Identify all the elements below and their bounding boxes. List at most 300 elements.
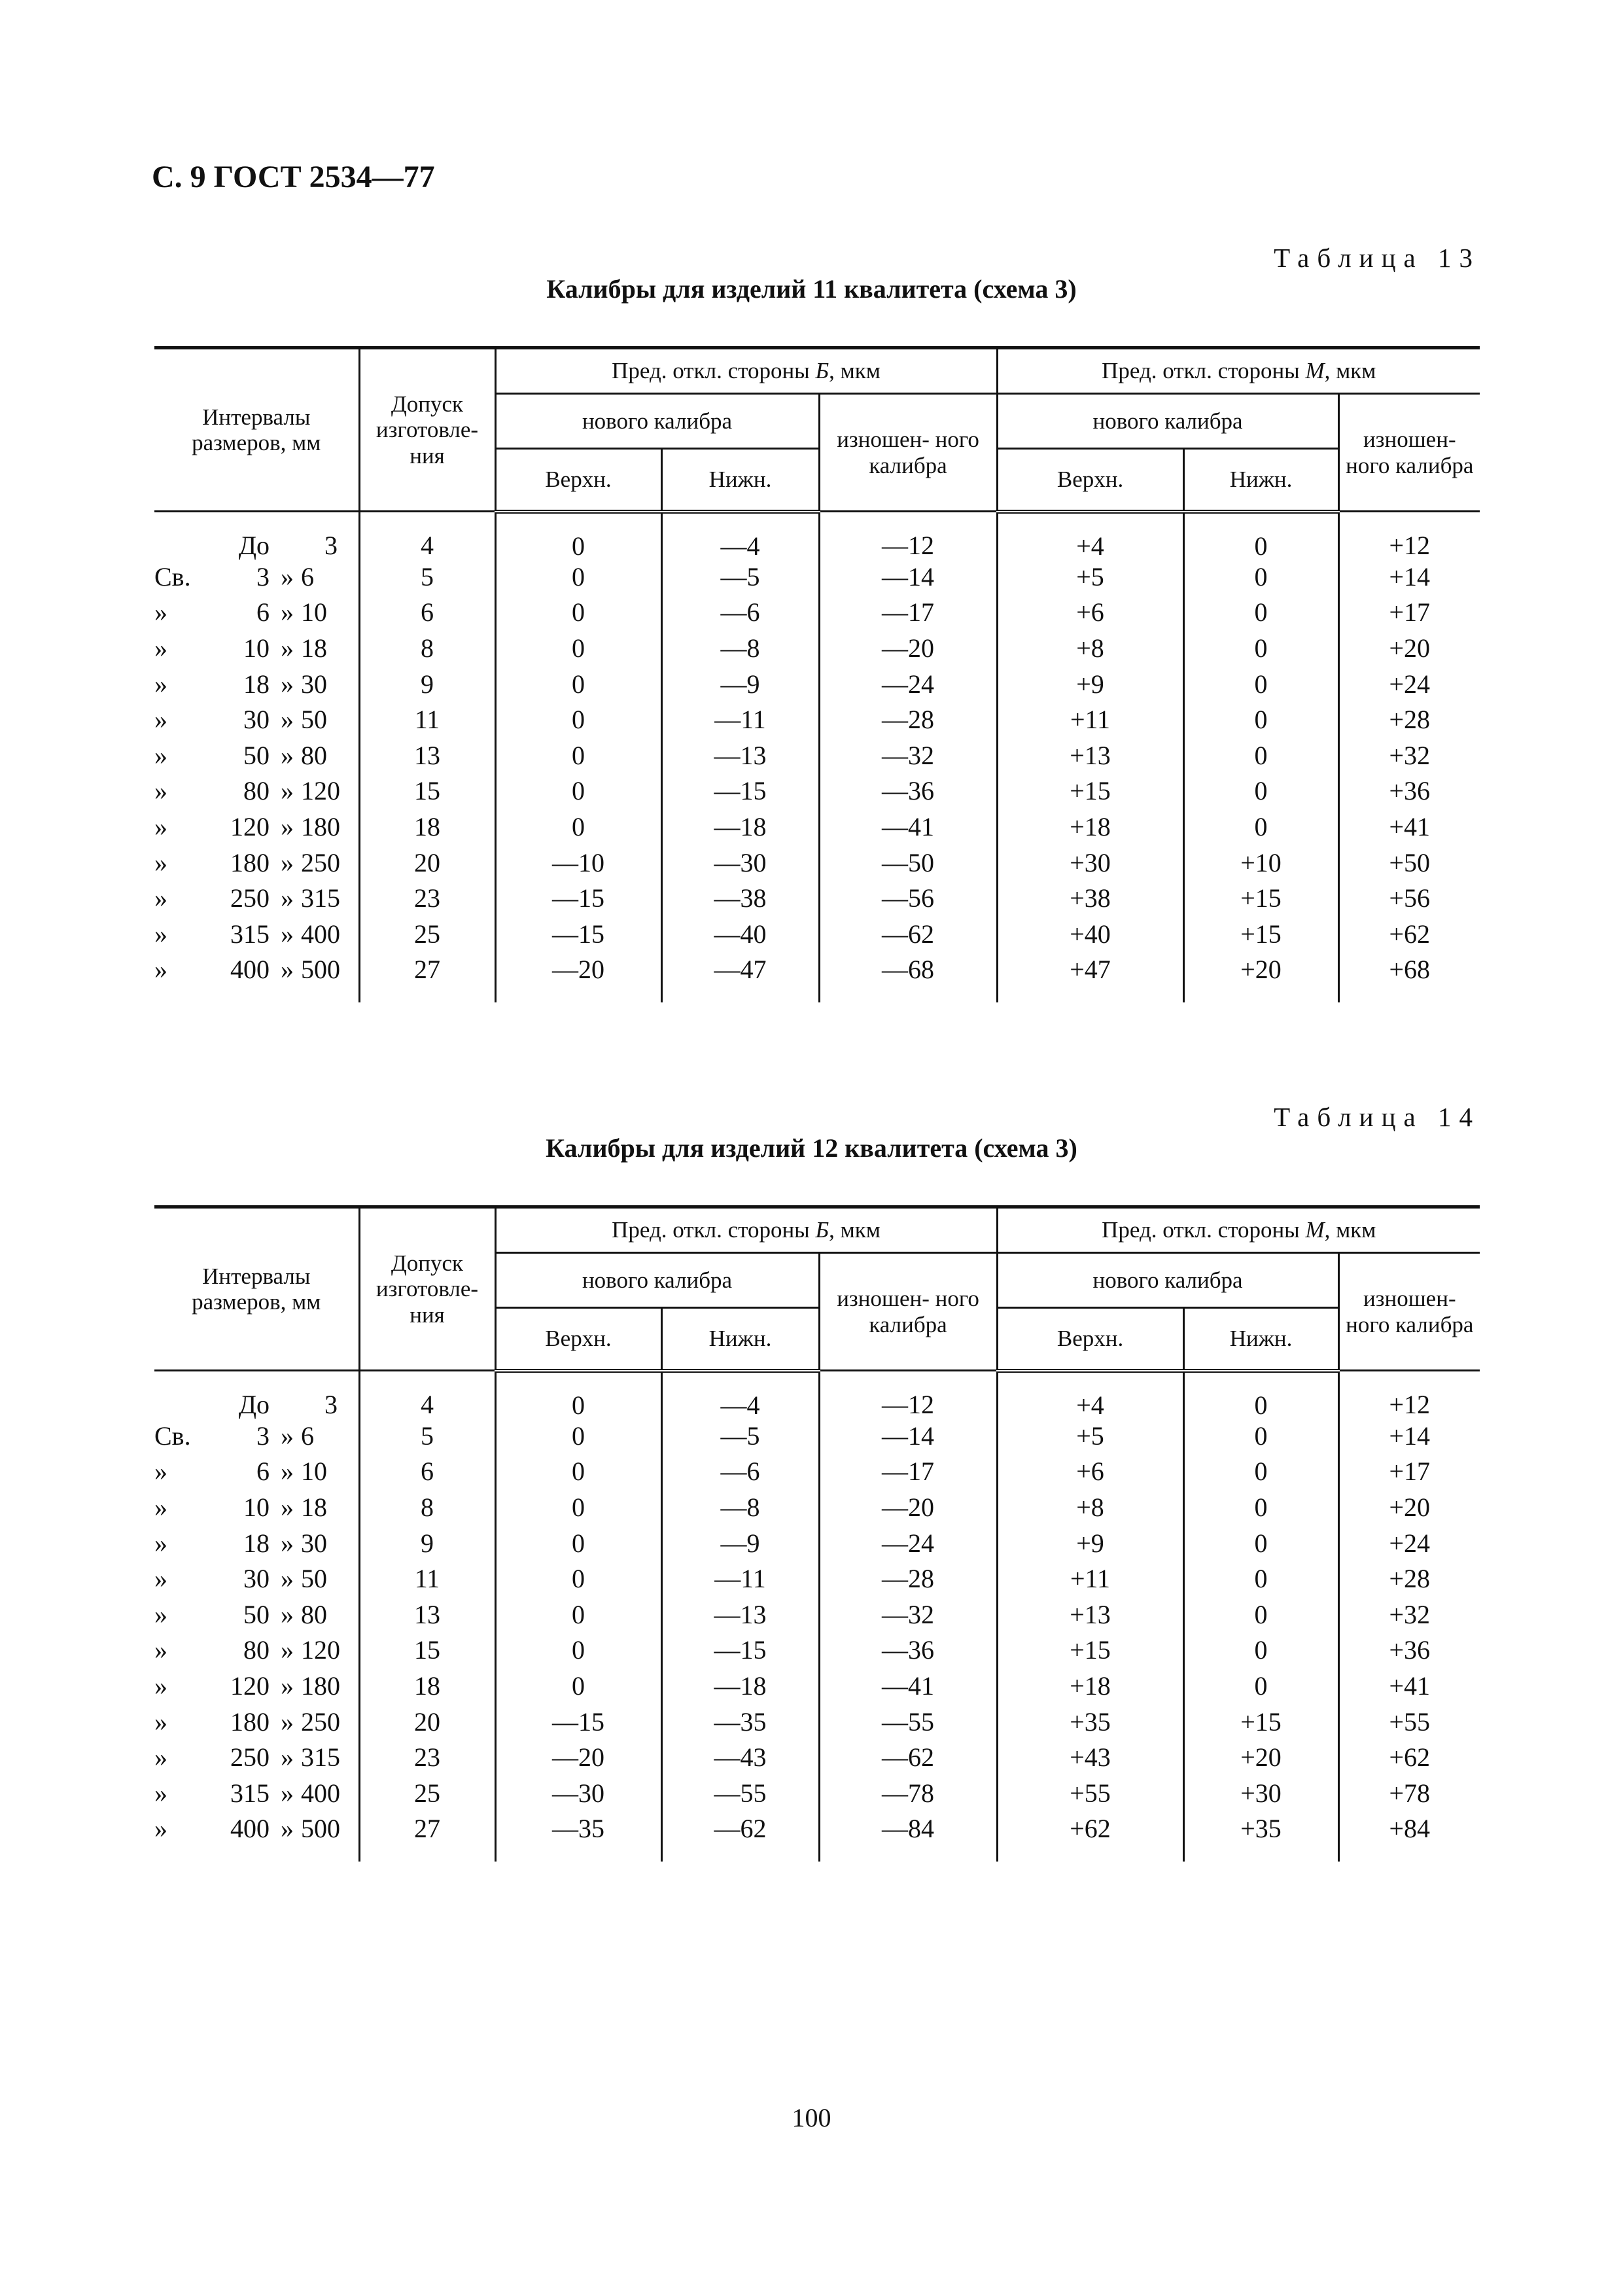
m-upper-cell: +5 bbox=[997, 1419, 1183, 1455]
interval-separator: » bbox=[281, 883, 294, 913]
m-worn-cell: +68 bbox=[1338, 952, 1480, 1002]
interval-prefix: » bbox=[154, 1528, 167, 1558]
interval-separator: » bbox=[281, 955, 294, 985]
m-lower-cell: 0 bbox=[1183, 1669, 1338, 1704]
b-upper-cell: 0 bbox=[495, 737, 661, 773]
m-upper-cell: +13 bbox=[997, 1597, 1183, 1633]
b-worn-cell: —55 bbox=[819, 1704, 997, 1740]
b-lower-cell: —9 bbox=[661, 666, 819, 702]
tolerance-cell: 18 bbox=[359, 809, 495, 845]
b-upper-cell: 0 bbox=[495, 1669, 661, 1704]
m-lower-cell: 0 bbox=[1183, 1633, 1338, 1669]
table-row bbox=[154, 1454, 1480, 1490]
interval-prefix: » bbox=[154, 811, 167, 841]
intervals-header: Интервалы размеров, мм bbox=[154, 1207, 359, 1371]
interval-cell bbox=[154, 952, 359, 1002]
tolerance-cell: 11 bbox=[359, 1561, 495, 1597]
m-worn-cell: +28 bbox=[1338, 1561, 1480, 1597]
b-new-gauge-header: нового калибра bbox=[495, 394, 819, 449]
interval-separator: » bbox=[281, 919, 294, 949]
table-row bbox=[154, 1704, 1480, 1740]
interval-from: 120 bbox=[230, 811, 270, 841]
m-worn-cell: +14 bbox=[1338, 559, 1480, 595]
m-upper-cell: +15 bbox=[997, 1633, 1183, 1669]
m-upper-cell: +35 bbox=[997, 1704, 1183, 1740]
b-upper-cell: —15 bbox=[495, 916, 661, 952]
interval-from: 180 bbox=[230, 847, 270, 877]
tolerance-cell: 27 bbox=[359, 952, 495, 1002]
b-upper-header: Верхн. bbox=[495, 449, 661, 512]
b-worn-cell: —62 bbox=[819, 1740, 997, 1776]
m-worn-cell: +17 bbox=[1338, 1454, 1480, 1490]
m-worn-cell: +28 bbox=[1338, 702, 1480, 738]
interval-to: 315 bbox=[301, 1742, 340, 1773]
b-worn-cell: —56 bbox=[819, 881, 997, 917]
b-worn-gauge-header: изношен- ного калибра bbox=[819, 1253, 997, 1371]
m-lower-cell: 0 bbox=[1183, 512, 1338, 559]
b-worn-cell: —28 bbox=[819, 1561, 997, 1597]
tolerance-cell: 8 bbox=[359, 1490, 495, 1526]
side-b-header: Пред. откл. стороны Б, мкм bbox=[495, 348, 997, 394]
b-upper-cell: 0 bbox=[495, 666, 661, 702]
side-m-header: Пред. откл. стороны М, мкм bbox=[997, 1207, 1480, 1253]
table-row bbox=[154, 1775, 1480, 1811]
interval-separator: » bbox=[281, 597, 294, 627]
b-upper-cell: —15 bbox=[495, 881, 661, 917]
b-upper-header: Верхн. bbox=[495, 1308, 661, 1371]
interval-prefix: » bbox=[154, 1492, 167, 1522]
m-upper-header: Верхн. bbox=[997, 449, 1183, 512]
table-13 bbox=[154, 346, 1480, 1002]
table-row bbox=[154, 952, 1480, 1002]
m-lower-cell: +10 bbox=[1183, 845, 1338, 881]
interval-separator: » bbox=[281, 1599, 294, 1629]
b-lower-cell: —13 bbox=[661, 1597, 819, 1633]
interval-separator: » bbox=[281, 811, 294, 841]
m-upper-cell: +43 bbox=[997, 1740, 1183, 1776]
interval-from: 50 bbox=[243, 740, 270, 770]
interval-prefix: » bbox=[154, 740, 167, 770]
b-worn-cell: —41 bbox=[819, 1669, 997, 1704]
b-worn-cell: —32 bbox=[819, 737, 997, 773]
interval-to: 180 bbox=[301, 811, 340, 841]
interval-prefix: » bbox=[154, 1814, 167, 1844]
table-row bbox=[154, 1561, 1480, 1597]
m-new-gauge-header: нового калибра bbox=[997, 1253, 1338, 1308]
interval-to: 400 bbox=[301, 1778, 340, 1808]
interval-cell bbox=[154, 559, 359, 595]
table-row bbox=[154, 809, 1480, 845]
interval-from: 10 bbox=[243, 633, 270, 663]
b-upper-cell: 0 bbox=[495, 512, 661, 559]
tolerance-cell: 25 bbox=[359, 916, 495, 952]
interval-from: 30 bbox=[243, 1564, 270, 1594]
m-lower-cell: 0 bbox=[1183, 702, 1338, 738]
tolerance-cell: 6 bbox=[359, 1454, 495, 1490]
side-m-header: Пред. откл. стороны М, мкм bbox=[997, 348, 1480, 394]
interval-from: 400 bbox=[230, 1814, 270, 1844]
m-lower-cell: +15 bbox=[1183, 881, 1338, 917]
m-upper-cell: +5 bbox=[997, 559, 1183, 595]
interval-prefix: » bbox=[154, 705, 167, 735]
interval-from: 6 bbox=[256, 597, 270, 627]
m-lower-cell: +20 bbox=[1183, 1740, 1338, 1776]
interval-separator: » bbox=[281, 1670, 294, 1701]
b-worn-cell: —28 bbox=[819, 702, 997, 738]
interval-cell bbox=[154, 845, 359, 881]
b-upper-cell: 0 bbox=[495, 1525, 661, 1561]
table-row bbox=[154, 773, 1480, 809]
interval-separator: » bbox=[281, 847, 294, 877]
interval-cell bbox=[154, 809, 359, 845]
interval-cell bbox=[154, 1371, 359, 1419]
m-worn-cell: +36 bbox=[1338, 773, 1480, 809]
intervals-header: Интервалы размеров, мм bbox=[154, 348, 359, 512]
tolerance-cell: 13 bbox=[359, 1597, 495, 1633]
tolerance-cell: 8 bbox=[359, 631, 495, 667]
interval-prefix: » bbox=[154, 955, 167, 985]
b-upper-cell: 0 bbox=[495, 595, 661, 631]
m-worn-cell: +17 bbox=[1338, 595, 1480, 631]
interval-separator: » bbox=[281, 1814, 294, 1844]
interval-from: 18 bbox=[243, 1528, 270, 1558]
interval-prefix: » bbox=[154, 1599, 167, 1629]
b-lower-cell: —8 bbox=[661, 1490, 819, 1526]
m-upper-cell: +11 bbox=[997, 1561, 1183, 1597]
m-upper-cell: +8 bbox=[997, 631, 1183, 667]
tolerance-cell: 20 bbox=[359, 845, 495, 881]
interval-to: 6 bbox=[301, 1421, 314, 1451]
interval-to: 3 bbox=[324, 1389, 338, 1419]
m-lower-cell: 0 bbox=[1183, 1490, 1338, 1526]
interval-prefix: » bbox=[154, 919, 167, 949]
interval-from: 400 bbox=[230, 955, 270, 985]
interval-from: 120 bbox=[230, 1670, 270, 1701]
interval-from: 3 bbox=[256, 1421, 270, 1451]
b-worn-cell: —68 bbox=[819, 952, 997, 1002]
table-row bbox=[154, 595, 1480, 631]
interval-from: 180 bbox=[230, 1706, 270, 1737]
interval-from: 6 bbox=[256, 1457, 270, 1487]
tolerance-cell: 27 bbox=[359, 1811, 495, 1862]
m-lower-cell: 0 bbox=[1183, 809, 1338, 845]
interval-from: 80 bbox=[243, 1635, 270, 1665]
m-worn-cell: +84 bbox=[1338, 1811, 1480, 1862]
interval-to: 50 bbox=[301, 705, 327, 735]
m-worn-cell: +36 bbox=[1338, 1633, 1480, 1669]
tolerance-header: Допуск изготовле- ния bbox=[359, 1207, 495, 1371]
m-lower-cell: 0 bbox=[1183, 666, 1338, 702]
b-lower-cell: —6 bbox=[661, 1454, 819, 1490]
b-lower-cell: —13 bbox=[661, 737, 819, 773]
m-lower-cell: 0 bbox=[1183, 1525, 1338, 1561]
table-row bbox=[154, 1740, 1480, 1776]
interval-prefix: До bbox=[238, 530, 270, 560]
b-upper-cell: 0 bbox=[495, 631, 661, 667]
b-worn-cell: —17 bbox=[819, 595, 997, 631]
interval-prefix: Св. bbox=[154, 561, 191, 592]
m-upper-cell: +18 bbox=[997, 809, 1183, 845]
tolerance-cell: 11 bbox=[359, 702, 495, 738]
m-worn-gauge-header: изношен- ного калибра bbox=[1338, 1253, 1480, 1371]
m-worn-cell: +14 bbox=[1338, 1419, 1480, 1455]
interval-cell bbox=[154, 1704, 359, 1740]
m-lower-cell: 0 bbox=[1183, 1561, 1338, 1597]
b-lower-cell: —43 bbox=[661, 1740, 819, 1776]
interval-cell bbox=[154, 666, 359, 702]
b-worn-cell: —17 bbox=[819, 1454, 997, 1490]
b-worn-cell: —20 bbox=[819, 631, 997, 667]
table-row bbox=[154, 702, 1480, 738]
b-upper-cell: 0 bbox=[495, 1490, 661, 1526]
interval-prefix: » bbox=[154, 1706, 167, 1737]
tolerance-cell: 4 bbox=[359, 512, 495, 559]
interval-prefix: » bbox=[154, 883, 167, 913]
interval-prefix: » bbox=[154, 1457, 167, 1487]
page-header: С. 9 ГОСТ 2534—77 bbox=[152, 160, 435, 194]
side-b-header: Пред. откл. стороны Б, мкм bbox=[495, 1207, 997, 1253]
interval-to: 400 bbox=[301, 919, 340, 949]
b-new-gauge-header: нового калибра bbox=[495, 1253, 819, 1308]
interval-to: 80 bbox=[301, 740, 327, 770]
m-lower-header: Нижн. bbox=[1183, 449, 1338, 512]
page-number: 100 bbox=[792, 2103, 831, 2132]
m-worn-cell: +41 bbox=[1338, 809, 1480, 845]
m-lower-cell: 0 bbox=[1183, 631, 1338, 667]
interval-cell bbox=[154, 773, 359, 809]
m-upper-cell: +15 bbox=[997, 773, 1183, 809]
table-row bbox=[154, 1490, 1480, 1526]
b-worn-cell: —14 bbox=[819, 559, 997, 595]
interval-to: 18 bbox=[301, 1492, 327, 1522]
interval-cell bbox=[154, 1811, 359, 1862]
interval-from: 50 bbox=[243, 1599, 270, 1629]
m-worn-cell: +62 bbox=[1338, 1740, 1480, 1776]
interval-cell bbox=[154, 1525, 359, 1561]
interval-to: 250 bbox=[301, 1706, 340, 1737]
m-worn-cell: +50 bbox=[1338, 845, 1480, 881]
table-row bbox=[154, 512, 1480, 559]
interval-from: 315 bbox=[230, 919, 270, 949]
m-upper-cell: +40 bbox=[997, 916, 1183, 952]
table-row bbox=[154, 666, 1480, 702]
tolerance-cell: 20 bbox=[359, 1704, 495, 1740]
interval-cell bbox=[154, 631, 359, 667]
table-13-title: Калибры для изделий 11 квалитета (схема 3) bbox=[546, 274, 1077, 304]
b-lower-cell: —18 bbox=[661, 809, 819, 845]
m-upper-cell: +11 bbox=[997, 702, 1183, 738]
m-lower-header: Нижн. bbox=[1183, 1308, 1338, 1371]
b-worn-cell: —20 bbox=[819, 1490, 997, 1526]
interval-separator: » bbox=[281, 669, 294, 699]
m-worn-gauge-header: изношен- ного калибра bbox=[1338, 394, 1480, 512]
b-worn-cell: —84 bbox=[819, 1811, 997, 1862]
b-upper-cell: 0 bbox=[495, 1597, 661, 1633]
b-lower-cell: —35 bbox=[661, 1704, 819, 1740]
m-upper-cell: +62 bbox=[997, 1811, 1183, 1862]
m-lower-cell: 0 bbox=[1183, 559, 1338, 595]
table-14-title: Калибры для изделий 12 квалитета (схема 3) bbox=[546, 1133, 1077, 1163]
b-lower-header: Нижн. bbox=[661, 1308, 819, 1371]
b-lower-cell: —30 bbox=[661, 845, 819, 881]
m-lower-cell: 0 bbox=[1183, 1454, 1338, 1490]
b-lower-cell: —11 bbox=[661, 702, 819, 738]
b-upper-cell: 0 bbox=[495, 809, 661, 845]
interval-from: 18 bbox=[243, 669, 270, 699]
interval-separator: » bbox=[281, 776, 294, 806]
interval-separator: » bbox=[281, 1706, 294, 1737]
b-upper-cell: 0 bbox=[495, 1371, 661, 1419]
interval-separator: » bbox=[281, 1457, 294, 1487]
interval-cell bbox=[154, 916, 359, 952]
b-worn-cell: —62 bbox=[819, 916, 997, 952]
m-upper-cell: +18 bbox=[997, 1669, 1183, 1704]
interval-to: 315 bbox=[301, 883, 340, 913]
interval-separator: » bbox=[281, 1492, 294, 1522]
m-lower-cell: 0 bbox=[1183, 1597, 1338, 1633]
interval-from: 30 bbox=[243, 705, 270, 735]
b-upper-cell: —20 bbox=[495, 952, 661, 1002]
m-worn-cell: +62 bbox=[1338, 916, 1480, 952]
b-lower-cell: —8 bbox=[661, 631, 819, 667]
tolerance-header: Допуск изготовле- ния bbox=[359, 348, 495, 512]
m-worn-cell: +24 bbox=[1338, 666, 1480, 702]
b-upper-cell: 0 bbox=[495, 1454, 661, 1490]
m-upper-cell: +47 bbox=[997, 952, 1183, 1002]
table-row bbox=[154, 1633, 1480, 1669]
b-worn-cell: —14 bbox=[819, 1419, 997, 1455]
m-worn-cell: +55 bbox=[1338, 1704, 1480, 1740]
b-worn-cell: —36 bbox=[819, 773, 997, 809]
interval-prefix: » bbox=[154, 633, 167, 663]
m-worn-cell: +32 bbox=[1338, 1597, 1480, 1633]
b-lower-cell: —6 bbox=[661, 595, 819, 631]
table-row bbox=[154, 631, 1480, 667]
tolerance-cell: 23 bbox=[359, 1740, 495, 1776]
b-lower-cell: —15 bbox=[661, 1633, 819, 1669]
tolerance-cell: 4 bbox=[359, 1371, 495, 1419]
m-lower-cell: +15 bbox=[1183, 1704, 1338, 1740]
m-worn-cell: +20 bbox=[1338, 631, 1480, 667]
table-14-label: Таблица 14 bbox=[1274, 1102, 1480, 1132]
tolerance-cell: 6 bbox=[359, 595, 495, 631]
interval-separator: » bbox=[281, 1635, 294, 1665]
interval-cell bbox=[154, 512, 359, 559]
interval-to: 30 bbox=[301, 669, 327, 699]
b-lower-cell: —40 bbox=[661, 916, 819, 952]
table-row bbox=[154, 1597, 1480, 1633]
m-upper-cell: +4 bbox=[997, 1371, 1183, 1419]
tolerance-cell: 13 bbox=[359, 737, 495, 773]
interval-to: 120 bbox=[301, 1635, 340, 1665]
b-upper-cell: 0 bbox=[495, 702, 661, 738]
tolerance-cell: 9 bbox=[359, 1525, 495, 1561]
m-upper-cell: +55 bbox=[997, 1775, 1183, 1811]
interval-prefix: » bbox=[154, 597, 167, 627]
interval-to: 50 bbox=[301, 1564, 327, 1594]
interval-to: 30 bbox=[301, 1528, 327, 1558]
b-lower-cell: —15 bbox=[661, 773, 819, 809]
m-lower-cell: 0 bbox=[1183, 737, 1338, 773]
m-lower-cell: +20 bbox=[1183, 952, 1338, 1002]
interval-cell bbox=[154, 881, 359, 917]
m-upper-cell: +13 bbox=[997, 737, 1183, 773]
tolerance-cell: 25 bbox=[359, 1775, 495, 1811]
m-upper-cell: +30 bbox=[997, 845, 1183, 881]
m-lower-cell: 0 bbox=[1183, 1371, 1338, 1419]
interval-to: 500 bbox=[301, 1814, 340, 1844]
interval-cell bbox=[154, 702, 359, 738]
b-worn-gauge-header: изношен- ного калибра bbox=[819, 394, 997, 512]
m-lower-cell: +15 bbox=[1183, 916, 1338, 952]
m-worn-cell: +41 bbox=[1338, 1669, 1480, 1704]
interval-to: 10 bbox=[301, 597, 327, 627]
interval-cell bbox=[154, 1454, 359, 1490]
table-row bbox=[154, 1525, 1480, 1561]
interval-to: 500 bbox=[301, 955, 340, 985]
b-upper-cell: 0 bbox=[495, 1633, 661, 1669]
interval-separator: » bbox=[281, 1778, 294, 1808]
table-row bbox=[154, 845, 1480, 881]
interval-to: 180 bbox=[301, 1670, 340, 1701]
b-upper-cell: —30 bbox=[495, 1775, 661, 1811]
m-upper-cell: +9 bbox=[997, 666, 1183, 702]
m-worn-cell: +32 bbox=[1338, 737, 1480, 773]
interval-from: 315 bbox=[230, 1778, 270, 1808]
m-worn-cell: +56 bbox=[1338, 881, 1480, 917]
m-upper-cell: +8 bbox=[997, 1490, 1183, 1526]
interval-from: 10 bbox=[243, 1492, 270, 1522]
interval-prefix: » bbox=[154, 1778, 167, 1808]
interval-prefix: » bbox=[154, 1564, 167, 1594]
m-worn-cell: +12 bbox=[1338, 1371, 1480, 1419]
tolerance-cell: 15 bbox=[359, 773, 495, 809]
tolerance-cell: 5 bbox=[359, 1419, 495, 1455]
interval-to: 10 bbox=[301, 1457, 327, 1487]
b-lower-cell: —11 bbox=[661, 1561, 819, 1597]
interval-from: 250 bbox=[230, 883, 270, 913]
interval-prefix: До bbox=[238, 1389, 270, 1419]
m-worn-cell: +20 bbox=[1338, 1490, 1480, 1526]
interval-separator: » bbox=[281, 1421, 294, 1451]
b-worn-cell: —78 bbox=[819, 1775, 997, 1811]
interval-separator: » bbox=[281, 1564, 294, 1594]
table-row bbox=[154, 1811, 1480, 1862]
table-14 bbox=[154, 1205, 1480, 1862]
table-row bbox=[154, 559, 1480, 595]
m-lower-cell: +30 bbox=[1183, 1775, 1338, 1811]
tolerance-cell: 18 bbox=[359, 1669, 495, 1704]
interval-prefix: Св. bbox=[154, 1421, 191, 1451]
table-row bbox=[154, 1669, 1480, 1704]
interval-cell bbox=[154, 1633, 359, 1669]
b-worn-cell: —36 bbox=[819, 1633, 997, 1669]
tolerance-cell: 23 bbox=[359, 881, 495, 917]
interval-to: 3 bbox=[324, 530, 338, 560]
b-upper-cell: 0 bbox=[495, 773, 661, 809]
interval-cell bbox=[154, 1740, 359, 1776]
interval-cell bbox=[154, 737, 359, 773]
m-lower-cell: 0 bbox=[1183, 773, 1338, 809]
m-upper-cell: +38 bbox=[997, 881, 1183, 917]
m-new-gauge-header: нового калибра bbox=[997, 394, 1338, 449]
b-upper-cell: —15 bbox=[495, 1704, 661, 1740]
m-worn-cell: +12 bbox=[1338, 512, 1480, 559]
interval-cell bbox=[154, 1561, 359, 1597]
b-worn-cell: —24 bbox=[819, 1525, 997, 1561]
interval-cell bbox=[154, 1597, 359, 1633]
interval-cell bbox=[154, 1669, 359, 1704]
